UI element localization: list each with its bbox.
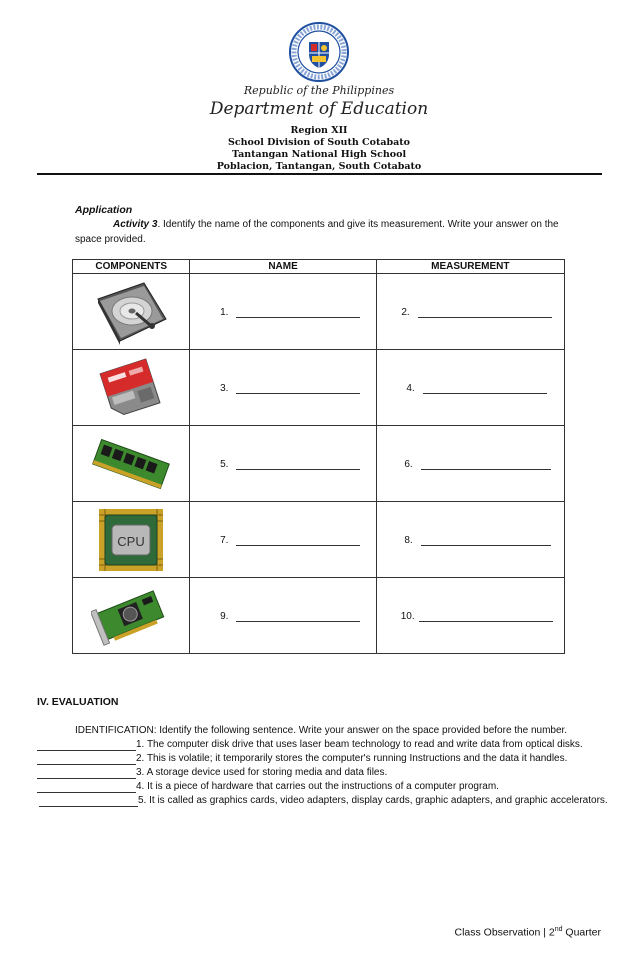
component-cell — [73, 274, 190, 350]
answer-blank[interactable] — [421, 458, 551, 470]
department-title: Department of Education — [209, 99, 429, 119]
ram-module-icon — [91, 431, 171, 497]
blank-number: 6. — [404, 458, 413, 470]
measurement-cell — [376, 578, 564, 654]
list-item — [37, 767, 387, 779]
blank-number: 4. — [406, 382, 415, 394]
name-cell — [190, 502, 376, 578]
table-row — [73, 350, 565, 426]
answer-blank[interactable] — [236, 610, 360, 622]
table-row — [73, 426, 565, 502]
footer — [455, 926, 602, 939]
school-line: Tantangan National High School — [231, 149, 407, 160]
answer-blank[interactable] — [236, 534, 360, 546]
item-text: 1. The computer disk drive that uses laser beam technology to read and write data from optical disks. — [136, 739, 583, 750]
hard-disk-icon — [92, 279, 170, 345]
svg-text:CPU: CPU — [117, 533, 145, 549]
measurement-cell — [376, 426, 564, 502]
blank-number: 1. — [220, 306, 229, 318]
answer-blank[interactable] — [236, 458, 360, 470]
item-text: 5. It is called as graphics cards, video adapters, display cards, graphic adapters, and graphic accelerators. — [138, 795, 608, 806]
table-row — [73, 502, 565, 578]
blank-number: 7. — [220, 534, 229, 546]
list-item — [39, 795, 608, 807]
answer-blank[interactable] — [37, 740, 136, 751]
blank-number: 8. — [404, 534, 413, 546]
blank-number: 10. — [400, 610, 415, 622]
activity-text: . Identify the name of the components and give its measurement. Write your answer on the space provided. — [75, 219, 559, 245]
components-table — [72, 259, 565, 654]
region-line: Region XII — [290, 125, 348, 136]
activity-instruction — [75, 218, 565, 247]
cpu-chip-icon — [95, 505, 167, 575]
blank-number: 2. — [401, 306, 410, 318]
item-text: 3. A storage device used for storing media and data files. — [136, 767, 388, 778]
answer-blank[interactable] — [37, 768, 136, 779]
footer-text-after: Quarter — [562, 926, 601, 939]
table-row — [73, 274, 565, 350]
footer-text: Class Observation | 2 — [454, 926, 555, 939]
header-name: NAME — [190, 260, 376, 274]
component-cell — [73, 502, 190, 578]
graphics-card-icon — [91, 583, 171, 649]
list-item — [37, 781, 499, 793]
answer-blank[interactable] — [423, 382, 547, 394]
answer-blank[interactable] — [421, 534, 551, 546]
name-cell — [190, 578, 376, 654]
list-item — [37, 739, 583, 751]
answer-blank[interactable] — [37, 754, 136, 765]
list-item — [37, 753, 567, 765]
item-text: 4. It is a piece of hardware that carries out the instructions of a computer program. — [136, 781, 499, 792]
header-divider — [37, 173, 602, 175]
header-components: COMPONENTS — [73, 260, 190, 274]
measurement-cell — [376, 350, 564, 426]
sd-card-icon — [92, 355, 170, 421]
answer-blank[interactable] — [39, 796, 138, 807]
measurement-cell — [376, 274, 564, 350]
answer-blank[interactable] — [37, 782, 136, 793]
answer-blank[interactable] — [236, 306, 360, 318]
component-cell — [73, 578, 190, 654]
table-row — [73, 578, 565, 654]
blank-number: 9. — [220, 610, 229, 622]
header-measurement: MEASUREMENT — [376, 260, 564, 274]
name-cell — [190, 426, 376, 502]
blank-number: 5. — [220, 458, 229, 470]
answer-blank[interactable] — [236, 382, 360, 394]
deped-seal-icon — [289, 22, 349, 82]
answer-blank[interactable] — [419, 610, 553, 622]
component-cell — [73, 426, 190, 502]
component-cell — [73, 350, 190, 426]
division-line: School Division of South Cotabato — [227, 137, 411, 148]
identification-instruction: IDENTIFICATION: Identify the following sentence. Write your answer on the space provided before the number. — [75, 725, 568, 736]
application-heading: Application — [75, 204, 133, 216]
item-text: 2. This is volatile; it temporarily stores the computer's running Instructions and the data it handles. — [136, 753, 568, 764]
blank-number: 3. — [220, 382, 229, 394]
evaluation-heading: IV. EVALUATION — [37, 696, 119, 708]
name-cell — [190, 274, 376, 350]
name-cell — [190, 350, 376, 426]
answer-blank[interactable] — [418, 306, 552, 318]
address-line: Poblacion, Tantangan, South Cotabato — [216, 161, 422, 172]
table-header-row — [73, 260, 565, 274]
republic-line: Republic of the Philippines — [243, 84, 395, 97]
activity-label: Activity 3 — [113, 219, 158, 230]
measurement-cell — [376, 502, 564, 578]
footer-sup: nd — [554, 926, 563, 933]
